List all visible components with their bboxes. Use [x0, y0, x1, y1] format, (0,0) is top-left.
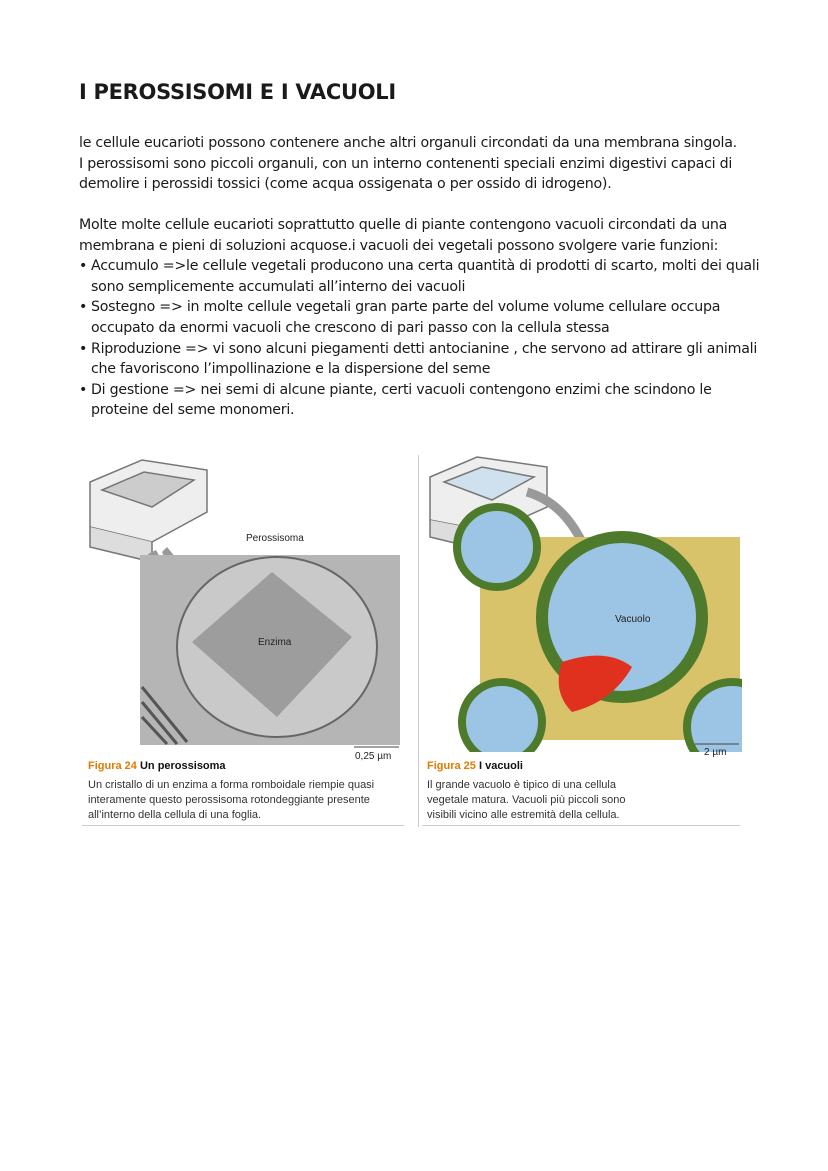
figure-24 — [82, 452, 407, 828]
scale-bar-label: 0,25 µm — [355, 751, 392, 762]
divider — [422, 825, 740, 826]
figure-24-caption — [88, 759, 406, 823]
divider — [82, 825, 404, 826]
label-vacuolo: Vacuolo — [615, 614, 651, 625]
text-line: membrana e pieni di soluzioni acquose.i vacuoli dei vegetali possono svolgere varie funzioni: — [79, 237, 719, 254]
list-item: • Di gestione => nei semi di alcune piante, certi vacuoli contengono enzimi che scindono le proteine del seme monomeri. — [79, 380, 769, 421]
figure-25-caption — [427, 759, 739, 823]
plant-cell-diagram-icon — [90, 460, 207, 562]
text-line: Molte molte cellule eucarioti soprattutto quelle di piante contengono vacuoli circondati da una — [79, 217, 728, 233]
page-title: I PEROSSISOMI E I VACUOLI — [79, 80, 396, 104]
label-enzima: Enzima — [258, 637, 292, 648]
figure-title: I vacuoli — [478, 760, 523, 772]
vacuoli-paragraph — [79, 215, 769, 421]
intro-paragraph — [79, 133, 769, 195]
functions-list — [79, 256, 769, 421]
figure-title: Un perossisoma — [139, 760, 226, 772]
caption-line: Il grande vacuolo è tipico di una cellula — [427, 779, 616, 791]
figure-number: Figura 24 — [88, 760, 137, 772]
figure-number: Figura 25 — [427, 760, 476, 772]
scale-bar-label: 2 µm — [704, 747, 727, 758]
text-line: demolire i perossidi tossici (come acqua ossigenata o per ossido di idrogeno). — [79, 176, 612, 193]
list-item: • Riproduzione => vi sono alcuni piegamenti detti antocianine , che servono ad attirare gli animali che favoriscono l’impollinazione e la dispersione del seme — [79, 339, 769, 380]
text-line: le cellule eucarioti possono contenere anche altri organuli circondati da una membrana singola. — [79, 135, 737, 151]
text-line: I perossisomi sono piccoli organuli, con un interno contenenti speciali enzimi digestivi capaci di — [79, 155, 733, 172]
peroxisome-illustration — [82, 452, 407, 752]
figure-divider — [418, 455, 419, 827]
caption-line: all’interno della cellula di una foglia. — [88, 809, 262, 821]
list-item: • Sostegno => in molte cellule vegetali gran parte parte del volume volume cellulare occupa occupato da enormi vacuoli che crescono di pari passo con la cellula stessa — [79, 297, 769, 338]
figure-25 — [422, 452, 742, 828]
caption-line: vegetale matura. Vacuoli più piccoli sono — [427, 794, 626, 806]
label-perossisoma: Perossisoma — [246, 533, 304, 544]
list-item: • Accumulo =>le cellule vegetali producono una certa quantità di prodotti di scarto, molti dei quali sono semplicemente accumulati all’interno dei vacuoli — [79, 256, 769, 297]
vacuole-illustration — [422, 452, 742, 752]
caption-line: Un cristallo di un enzima a forma romboidale riempie quasi — [88, 779, 375, 791]
caption-line: visibili vicino alle estremità della cellula. — [427, 809, 620, 821]
caption-line: interamente questo perossisoma rotondeggiante presente — [88, 794, 370, 806]
